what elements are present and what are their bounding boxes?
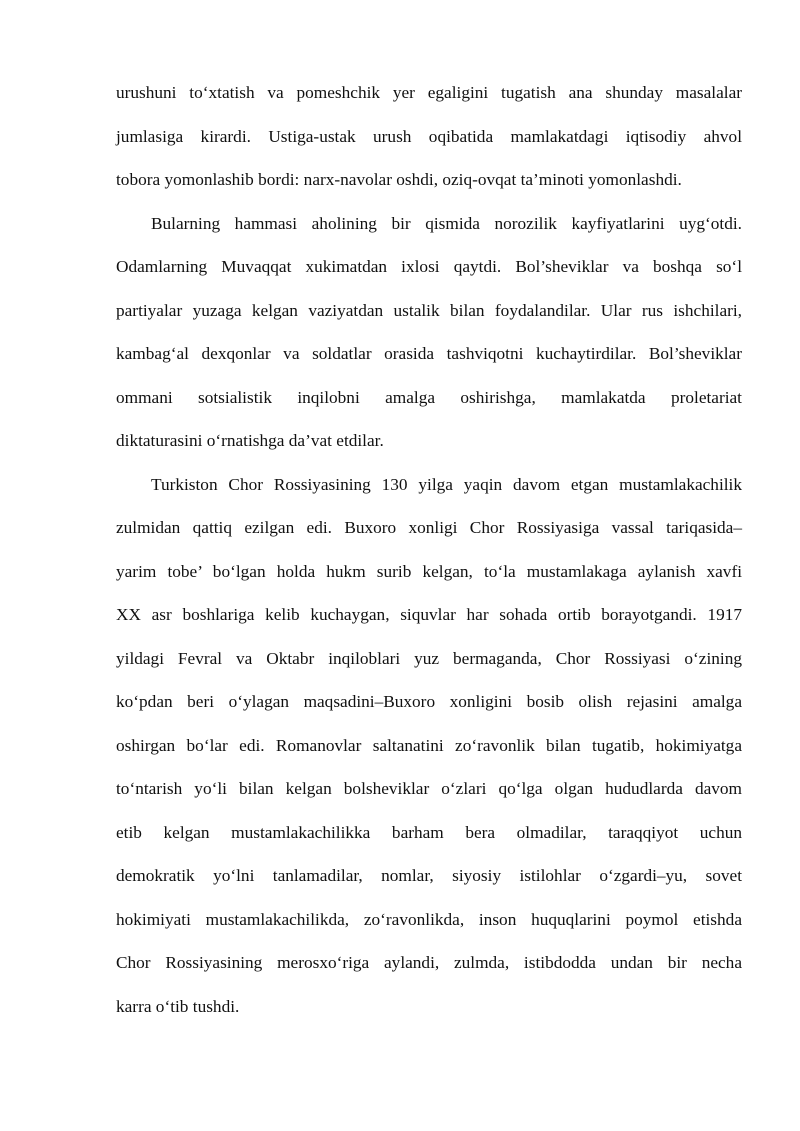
text-line: urushuni to‘xtatish va pomeshchik yer egaligini tugatish ana shunday masalalar xyxy=(116,83,742,102)
text-line: yildagi Fevral va Oktabr inqiloblari yuz bermaganda, Chor Rossiyasi o‘zining xyxy=(116,648,742,668)
text-line: Turkiston Chor Rossiyasining 130 yilga yaqin davom etgan mustamlakachilik xyxy=(151,474,742,494)
text-line: partiyalar yuzaga kelgan vaziyatdan ustalik bilan foydalandilar. Ular rus ishchilari, xyxy=(116,300,742,320)
text-line: to‘ntarish yo‘li bilan kelgan bolsheviklar o‘zlari qo‘lga olgan hududlarda davom xyxy=(116,779,742,798)
document-page xyxy=(116,71,742,1028)
text-line: XX asr boshlariga kelib kuchaygan, siquvlar har sohada ortib borayotgandi. 1917 xyxy=(116,605,742,624)
text-line: kambag‘al dexqonlar va soldatlar orasida tashviqotni kuchaytirdilar. Bol’sheviklar xyxy=(116,344,742,363)
text-line: hokimiyati mustamlakachilikda, zo‘ravonlikda, inson huquqlarini poymol etishda xyxy=(116,909,742,929)
text-line: etib kelgan mustamlakachilikka barham bera olmadilar, taraqqiyot uchun xyxy=(116,822,742,842)
text-line: Chor Rossiyasining merosxo‘riga aylandi, zulmda, istibdodda undan bir necha xyxy=(116,953,742,972)
text-line: jumlasiga kirardi. Ustiga-ustak urush oqibatida mamlakatdagi iqtisodiy ahvol xyxy=(116,126,742,146)
text-line: diktaturasini o‘rnatishga da’vat etdilar. xyxy=(116,431,384,450)
paragraph-3 xyxy=(116,463,742,1029)
text-line: oshirgan bo‘lar edi. Romanovlar saltanatini zo‘ravonlik bilan tugatib, hokimiyatga xyxy=(116,735,742,755)
paragraph-2 xyxy=(116,202,742,463)
text-line: zulmidan qattiq ezilgan edi. Buxoro xonligi Chor Rossiyasiga vassal tariqasida– xyxy=(116,518,742,537)
text-line: yarim tobe’ bo‘lgan holda hukm surib kelgan, to‘la mustamlakaga aylanish xavfi xyxy=(116,561,742,581)
text-line: tobora yomonlashib bordi: narx-navolar oshdi, oziq-ovqat ta’minoti yomonlashdi. xyxy=(116,170,682,189)
text-line: karra o‘tib tushdi. xyxy=(116,996,240,1016)
text-line: Bularning hammasi aholining bir qismida norozilik kayfiyatlarini uyg‘otdi. xyxy=(151,213,742,233)
text-line: ommani sotsialistik inqilobni amalga oshirishga, mamlakatda proletariat xyxy=(116,387,742,407)
paragraph-1 xyxy=(116,71,742,202)
text-line: Odamlarning Muvaqqat xukimatdan ixlosi qaytdi. Bol’sheviklar va boshqa so‘l xyxy=(116,257,742,276)
text-line: ko‘pdan beri o‘ylagan maqsadini–Buxoro xonligini bosib olish rejasini amalga xyxy=(116,692,742,711)
text-line: demokratik yo‘lni tanlamadilar, nomlar, siyosiy istilohlar o‘zgardi–yu, sovet xyxy=(116,866,742,885)
